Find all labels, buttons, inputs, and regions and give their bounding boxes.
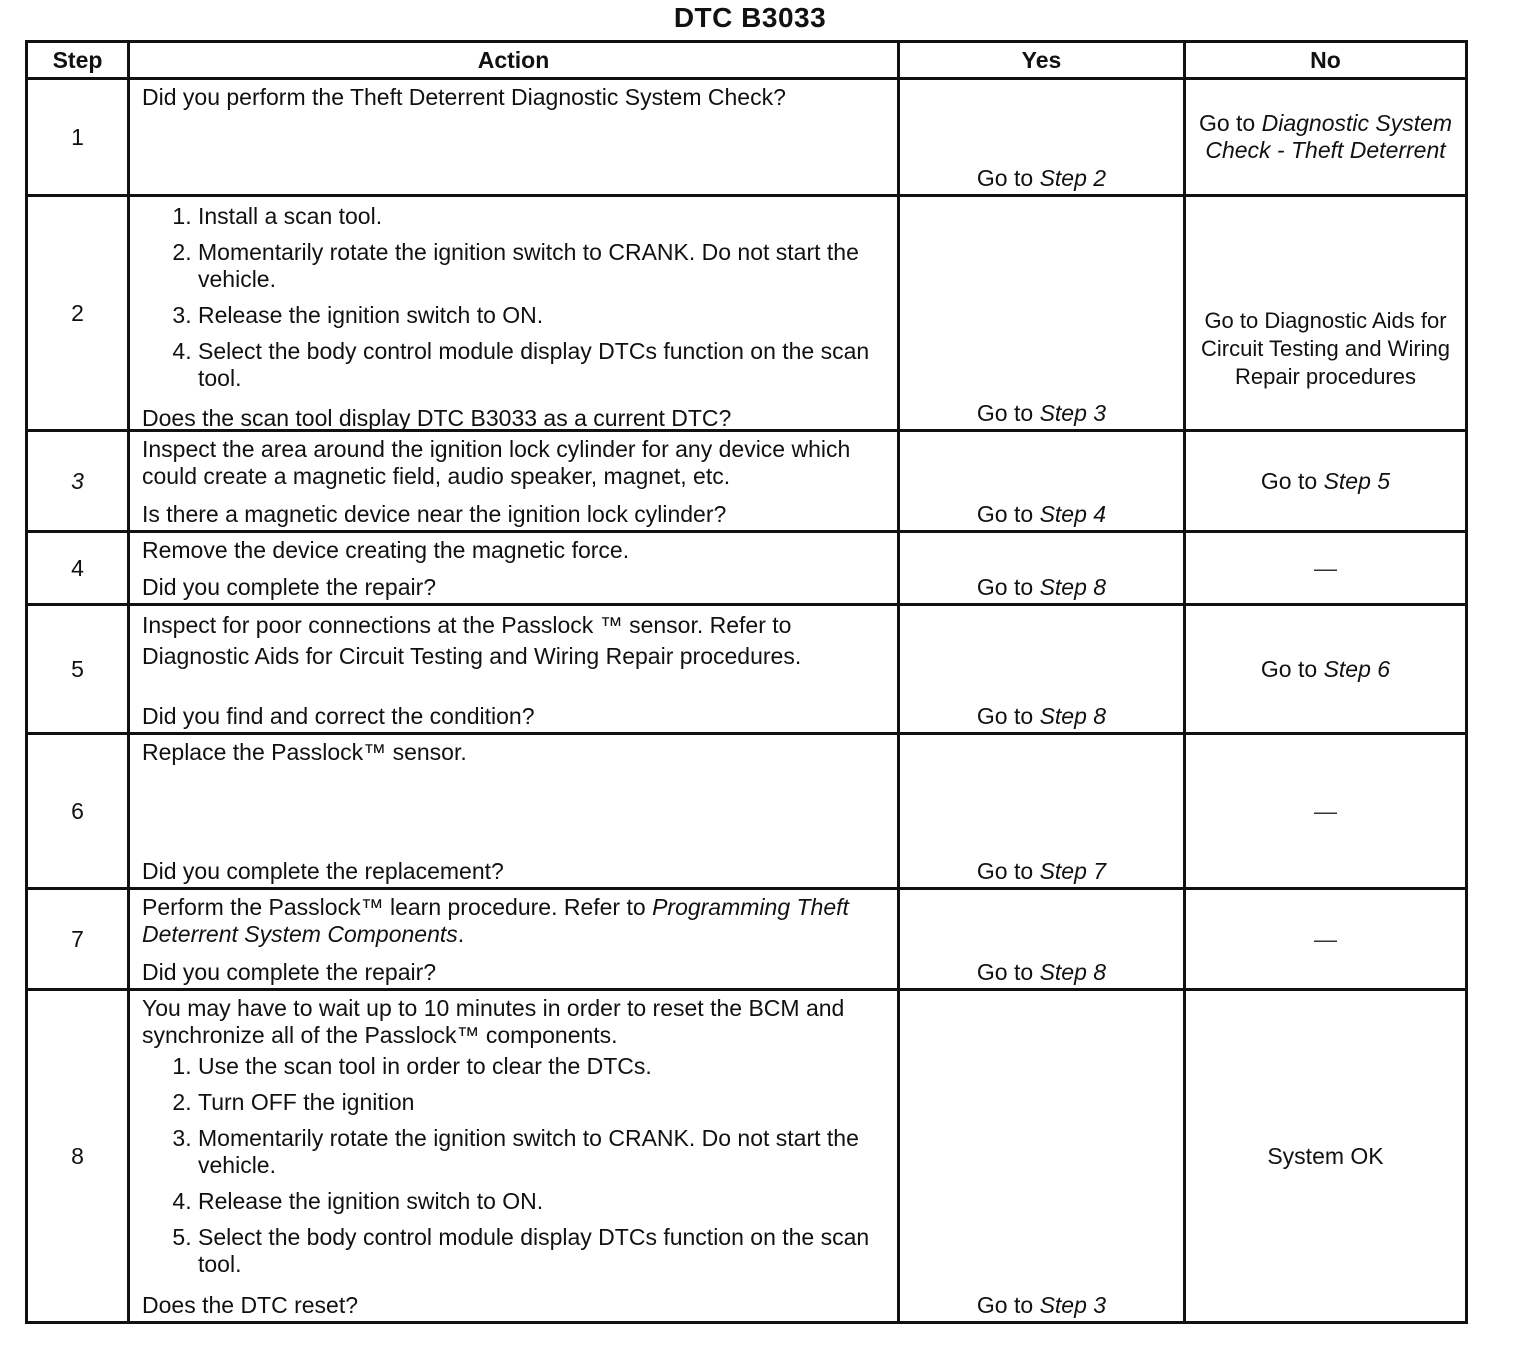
yes-cell xyxy=(899,196,1185,431)
yes-step-link[interactable]: Step 8 xyxy=(1039,574,1107,600)
step-number: 2 xyxy=(27,196,129,431)
action-cell xyxy=(129,889,899,990)
yes-cell xyxy=(899,431,1185,532)
no-cell xyxy=(1185,605,1467,734)
action-question: Is there a magnetic device near the ignition lock cylinder? xyxy=(142,501,727,527)
table-row xyxy=(27,431,1467,532)
step-number: 7 xyxy=(27,889,129,990)
action-cell xyxy=(129,431,899,532)
no-cell xyxy=(1185,79,1467,196)
no-cell xyxy=(1185,431,1467,532)
action-cell xyxy=(129,605,899,734)
action-question: Did you complete the repair? xyxy=(142,574,437,600)
no-step-link[interactable]: Step 6 xyxy=(1323,655,1391,682)
action-cell xyxy=(129,990,899,1323)
no-cell: System OK xyxy=(1185,990,1467,1323)
yes-prefix: Go to xyxy=(976,400,1040,426)
step-number: 8 xyxy=(27,990,129,1323)
instruction-suffix: . xyxy=(457,921,465,947)
action-instruction xyxy=(142,894,887,948)
action-cell xyxy=(129,79,899,196)
action-question: Did you complete the replacement? xyxy=(142,858,504,884)
action-question: Does the DTC reset? xyxy=(142,1292,359,1318)
yes-cell xyxy=(899,79,1185,196)
header-row xyxy=(27,42,1467,79)
step-number: 1 xyxy=(27,79,129,196)
header-action: Action xyxy=(129,42,899,79)
step-number: 4 xyxy=(27,532,129,605)
list-item: 1. Install a scan tool. xyxy=(198,203,887,230)
action-instruction: Inspect for poor connections at the Passlock ™ sensor. Refer to Diagnostic Aids for Circuit Testing and Wiring Repair procedures. xyxy=(142,612,802,669)
header-yes: Yes xyxy=(899,42,1185,79)
action-question: Did you find and correct the condition? xyxy=(142,703,535,729)
header-no: No xyxy=(1185,42,1467,79)
action-steps-list xyxy=(142,203,887,401)
no-prefix: Go to xyxy=(1198,110,1262,136)
table-row xyxy=(27,990,1467,1323)
action-question: Does the scan tool display DTC B3033 as a current DTC? xyxy=(142,405,732,431)
action-instruction: Inspect the area around the ignition lock cylinder for any device which could create a magnetic field, audio speaker, magnet, etc. xyxy=(142,436,851,489)
yes-cell xyxy=(899,605,1185,734)
list-item: 2. Momentarily rotate the ignition switch to CRANK. Do not start the vehicle. xyxy=(198,239,887,293)
action-question: Did you perform the Theft Deterrent Diagnostic System Check? xyxy=(142,84,786,110)
step-number: 3 xyxy=(27,431,129,532)
list-item: 3. Release the ignition switch to ON. xyxy=(198,302,887,329)
no-cell: — xyxy=(1185,889,1467,990)
procedure-link[interactable]: Programming Theft Deterrent System Components xyxy=(142,894,849,947)
list-item: 1. Use the scan tool in order to clear the DTCs. xyxy=(198,1053,887,1080)
action-instruction: You may have to wait up to 10 minutes in order to reset the BCM and synchronize all of the Passlock™ components. xyxy=(142,995,845,1048)
yes-prefix: Go to xyxy=(976,501,1040,527)
list-item: 2. Turn OFF the ignition xyxy=(198,1089,887,1116)
no-prefix: Go to xyxy=(1260,655,1324,682)
action-instruction: Remove the device creating the magnetic force. xyxy=(142,537,630,563)
no-step-link[interactable]: Step 5 xyxy=(1323,467,1391,494)
instruction-text: Perform the Passlock™ learn procedure. Refer to xyxy=(142,894,653,920)
yes-prefix: Go to xyxy=(976,165,1040,191)
action-cell xyxy=(129,532,899,605)
yes-prefix: Go to xyxy=(976,1292,1040,1318)
yes-prefix: Go to xyxy=(976,959,1040,985)
no-cell: — xyxy=(1185,734,1467,889)
table-row xyxy=(27,889,1467,990)
yes-cell xyxy=(899,990,1185,1323)
table-row xyxy=(27,532,1467,605)
table-row xyxy=(27,605,1467,734)
list-item: 5. Select the body control module display DTCs function on the scan tool. xyxy=(198,1224,887,1278)
yes-step-link[interactable]: Step 7 xyxy=(1039,858,1107,884)
table-row xyxy=(27,734,1467,889)
action-steps-list xyxy=(142,1053,887,1287)
yes-step-link[interactable]: Step 3 xyxy=(1039,1292,1107,1318)
yes-step-link[interactable]: Step 8 xyxy=(1039,703,1107,729)
table-row xyxy=(27,79,1467,196)
yes-step-link[interactable]: Step 8 xyxy=(1039,959,1107,985)
action-cell xyxy=(129,196,899,431)
page-title: DTC B3033 xyxy=(673,2,827,33)
yes-cell xyxy=(899,734,1185,889)
no-cell: — xyxy=(1185,532,1467,605)
step-number: 6 xyxy=(27,734,129,889)
table-row xyxy=(27,196,1467,431)
yes-cell xyxy=(899,532,1185,605)
yes-prefix: Go to xyxy=(976,574,1040,600)
list-item: 3. Momentarily rotate the ignition switch to CRANK. Do not start the vehicle. xyxy=(198,1125,887,1179)
header-step: Step xyxy=(27,42,129,79)
no-cell: Go to Diagnostic Aids for Circuit Testing and Wiring Repair procedures xyxy=(1185,196,1467,431)
action-instruction: Replace the Passlock™ sensor. xyxy=(142,739,467,765)
no-procedure-link[interactable]: Diagnostic System Check - Theft Deterrent xyxy=(1205,110,1453,163)
action-question: Did you complete the repair? xyxy=(142,959,437,985)
yes-step-link[interactable]: Step 2 xyxy=(1039,165,1107,191)
list-item: 4. Select the body control module display DTCs function on the scan tool. xyxy=(198,338,887,392)
yes-prefix: Go to xyxy=(976,858,1040,884)
yes-step-link[interactable]: Step 4 xyxy=(1039,501,1107,527)
yes-prefix: Go to xyxy=(976,703,1040,729)
action-cell xyxy=(129,734,899,889)
list-item: 4. Release the ignition switch to ON. xyxy=(198,1188,887,1215)
yes-cell xyxy=(899,889,1185,990)
no-prefix: Go to xyxy=(1260,467,1324,494)
diagnostic-table xyxy=(25,40,1468,1324)
yes-step-link[interactable]: Step 3 xyxy=(1039,400,1107,426)
step-number: 5 xyxy=(27,605,129,734)
